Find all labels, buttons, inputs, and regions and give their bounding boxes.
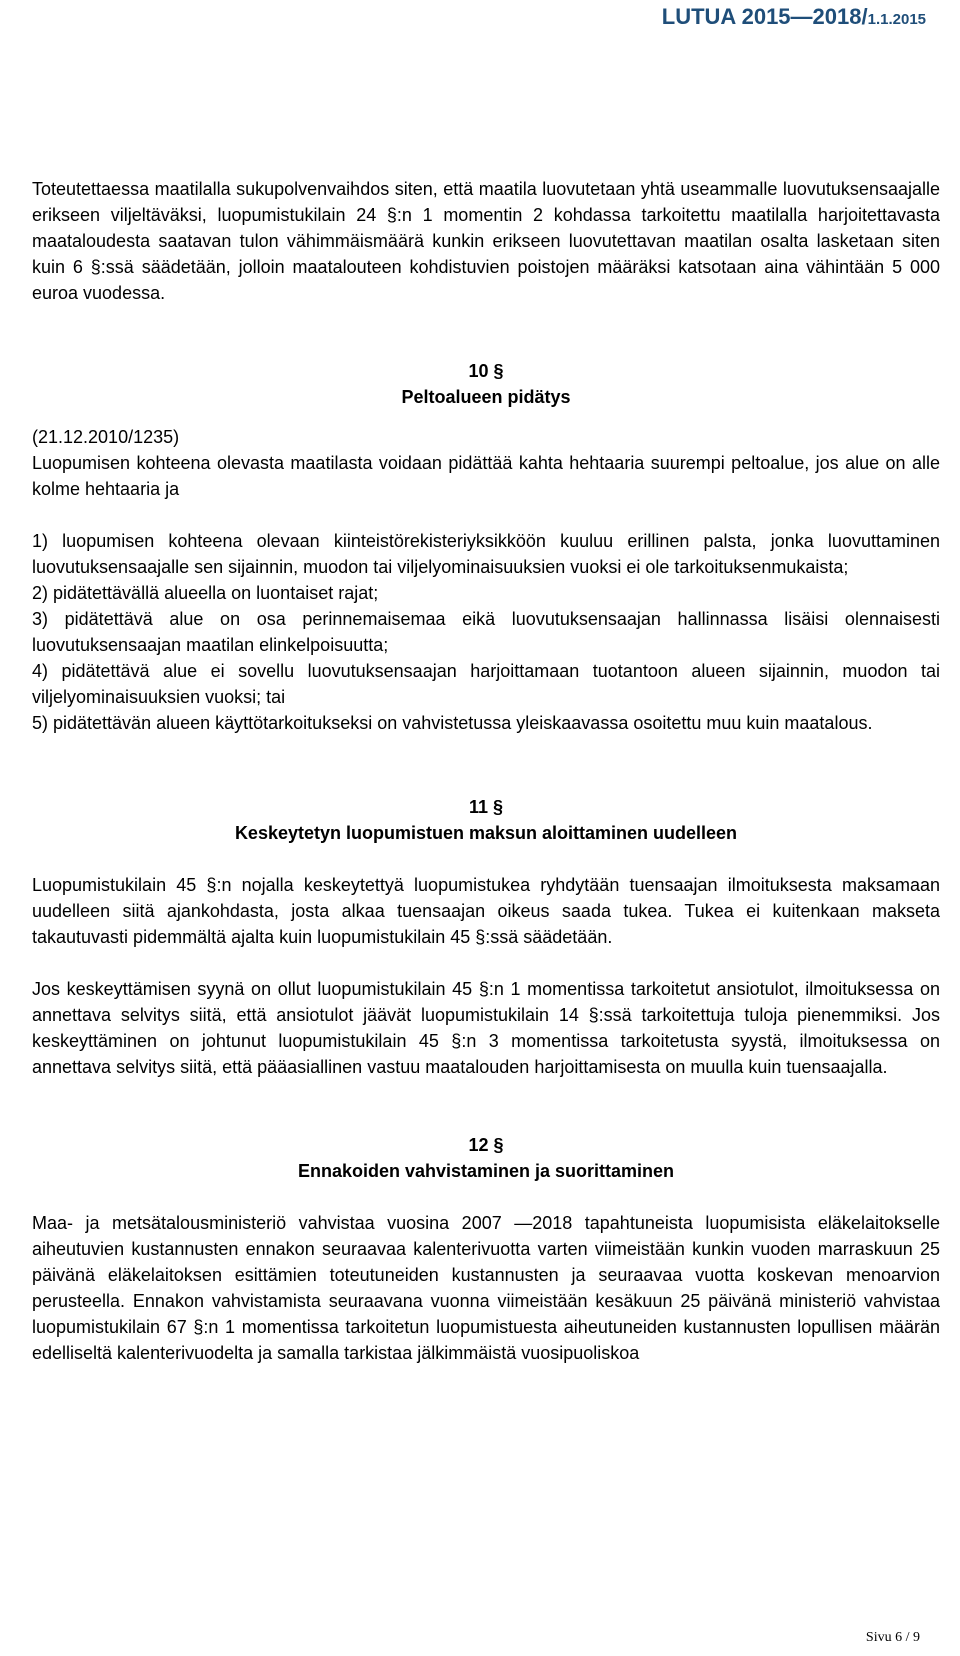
header-date: 1.1.2015: [867, 11, 926, 28]
section-10-reference: (21.12.2010/1235): [32, 427, 180, 447]
section-10-list: [32, 528, 940, 736]
list-item: 4) pidätettävä alue ei sovellu luovutuksensaajan harjoittamaan tuotantoon alueen sijainnin, muodon tai viljelyominaisuuksien vuoksi; tai: [32, 661, 940, 707]
section-11-title: Keskeytetyn luopumistuen maksun aloittaminen uudelleen: [234, 823, 738, 843]
page-number: Sivu 6 / 9: [865, 1630, 920, 1645]
section-12-heading: [32, 1132, 940, 1184]
section-11-paragraph-1: Luopumistukilain 45 §:n nojalla keskeytettyä luopumistukea ryhdytään tuensaajan ilmoituksesta maksamaan uudelleen siitä ajankohdasta, josta alkaa tuensaajan oikeus saada tukea. Tukea ei kuitenkaan makseta takautuvasti pidemmältä ajalta kuin luopumistukilain 45 §:ssä säädetään.: [32, 875, 940, 947]
section-11-number: 11 §: [468, 797, 504, 817]
list-item: 5) pidätettävän alueen käyttötarkoitukseksi on vahvistetussa yleiskaavassa osoitettu muu kuin maatalous.: [32, 713, 873, 733]
section-10-title: Peltoalueen pidätys: [401, 387, 571, 407]
section-10-lead: Luopumisen kohteena olevasta maatilasta voidaan pidättää kahta hehtaaria suurempi peltoalue, jos alue on alle kolme hehtaaria ja: [32, 453, 940, 499]
intro-paragraph: Toteutettaessa maatilalla sukupolvenvaihdos siten, että maatila luovutetaan yhtä useammalle luovutuksensaajalle erikseen viljeltäväksi, luopumistukilain 24 §:n 1 momentin 2 kohdassa tarkoitettu maatilalla harjoitettavasta maataloudesta saatavan tulon vähimmäismäärä kunkin erikseen luovutettavan maatilan osalta lasketaan siten kuin 6 §:ssä säädetään, jolloin maatalouteen kohdistuvien poistojen määräksi katsotaan aina vähintään 5 000 euroa vuodessa.: [32, 179, 940, 303]
header-title: LUTUA 2015—2018/: [661, 4, 868, 29]
list-item: 1) luopumisen kohteena olevaan kiinteistörekisteriyksikköön kuuluu erillinen palsta, jonka luovuttaminen luovutuksensaajalle sen sijainnin, muodon tai viljelyominaisuuksien vuoksi ei ole tarkoituksenmukaista;: [32, 531, 940, 577]
document-body: [32, 176, 940, 1366]
list-item: 2) pidätettävällä alueella on luontaiset rajat;: [32, 583, 379, 603]
section-11-paragraph-2: Jos keskeyttämisen syynä on ollut luopumistukilain 45 §:n 1 momentissa tarkoitetut ansiotulot, ilmoituksessa on annettava selvitys siitä, että ansiotulot jäävät luopumistukilain 14 §:ssä tarkoitettuja tuloja pienemmiksi. Jos keskeyttäminen on johtunut luopumistukilain 45 §:n 3 momentissa tarkoitetusta syystä, ilmoituksessa on annettava selvitys siitä, että pääasiallinen vastuu maatalouden harjoittamisesta on muulla kuin tuensaajalla.: [32, 979, 940, 1077]
list-item: 3) pidätettävä alue on osa perinnemaisemaa eikä luovutuksensaajan hallinnassa lisäisi olennaisesti luovutuksensaajan maatilan elinkelpoisuutta;: [32, 609, 940, 655]
section-10-heading: [32, 358, 940, 410]
section-12-number: 12 §: [468, 1135, 504, 1155]
section-12-paragraph: Maa- ja metsätalousministeriö vahvistaa vuosina 2007 —2018 tapahtuneista luopumisista eläkelaitokselle aiheutuvien kustannusten ennakon seuraavaa kalenterivuotta varten viimeistään kunkin vuoden marraskuun 25 päivänä eläkelaitoksen esittämien toteutuneiden kustannusten ja seuraavaa vuotta koskevan menoarvion perusteella. Ennakon vahvistamista seuraavana vuonna viimeistään kesäkuun 25 päivänä ministeriö vahvistaa luopumistukilain 67 §:n 1 momentissa tarkoitetun luopumistuesta aiheutuneiden kustannusten lopullisen määrän edelliseltä kalenterivuodelta ja samalla tarkistaa jälkimmäistä vuosipuoliskoa: [32, 1213, 940, 1363]
section-12-title: Ennakoiden vahvistaminen ja suorittaminen: [297, 1161, 675, 1181]
document-header: [662, 4, 926, 30]
section-10-number: 10 §: [468, 361, 504, 381]
section-11-heading: [32, 794, 940, 846]
